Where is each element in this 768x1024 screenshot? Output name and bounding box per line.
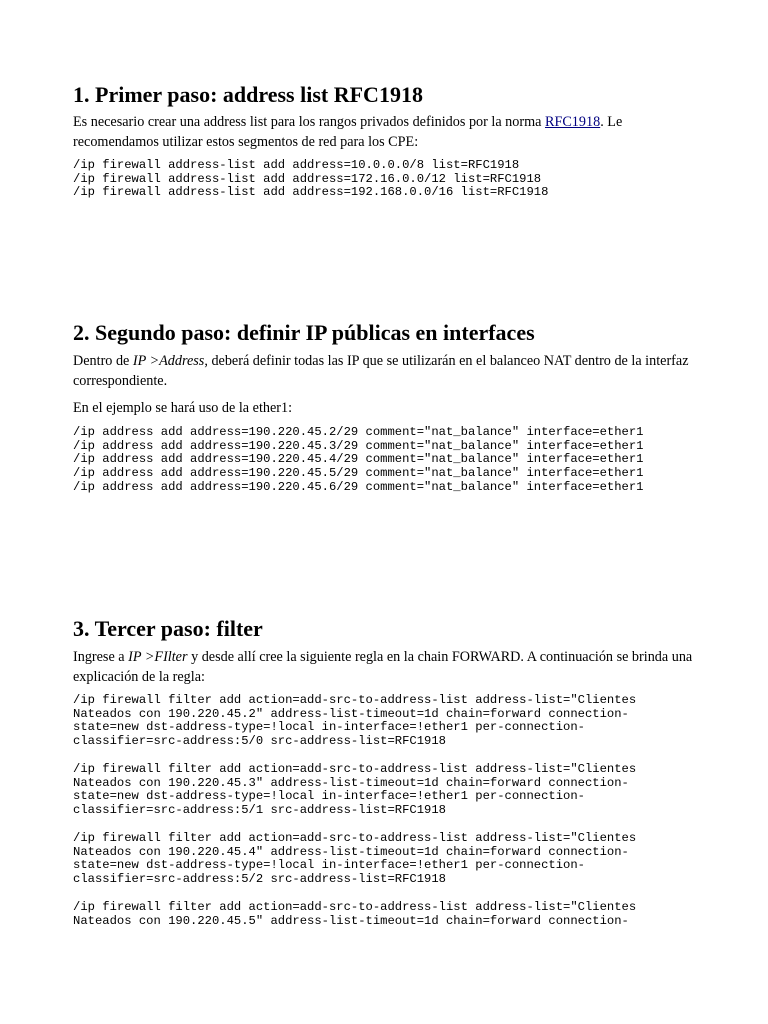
section-2-code — [73, 426, 643, 495]
code-line: /ip firewall address-list add address=172.16.0.0/12 list=RFC1918 — [73, 171, 542, 186]
section-2-intro-text: Dentro de — [73, 353, 133, 369]
code-line: /ip firewall address-list add address=10.0.0.0/8 list=RFC1918 — [73, 158, 520, 172]
section-2-menu-path: IP >Address — [132, 353, 205, 369]
section-3-intro — [73, 648, 703, 687]
code-line: /ip address add address=190.220.45.2/29 comment="nat_balance" interface=ether1 — [73, 425, 644, 439]
section-3-code-block: /ip firewall filter add action=add-src-to-address-list address-list="Clientes Nateados con 190.220.45.3" address-list-timeout=1d chain=forward connection- state=new dst-address-type=!local in-interface=!ether1 per-connection- classifier=src-address:5/1 src-address-list=RFC1918 — [73, 762, 637, 818]
code-line: /ip address add address=190.220.45.3/29 comment="nat_balance" interface=ether1 — [73, 438, 644, 453]
section-3-code-block: /ip firewall filter add action=add-src-to-address-list address-list="Clientes Nateados con 190.220.45.2" address-list-timeout=1d chain=forward connection- state=new dst-address-type=!local in-interface=!ether1 per-connection- classifier=src-address:5/0 src-address-list=RFC1918 — [73, 693, 637, 749]
code-line: /ip address add address=190.220.45.4/29 comment="nat_balance" interface=ether1 — [73, 452, 644, 467]
section-1-heading: 1. Primer paso: address list RFC1918 — [73, 82, 423, 107]
section-1-intro-text-end: . Le recomendamos utilizar estos segmentos de red para los CPE: — [73, 114, 623, 150]
section-2-note: En el ejemplo se hará uso de la ether1: — [73, 400, 293, 416]
section-1-intro-text: Es necesario crear una address list para los rangos privados definidos por la norma — [73, 114, 545, 130]
section-3-heading: 3. Tercer paso: filter — [73, 616, 263, 641]
section-1-code — [73, 159, 548, 200]
section-2-heading: 2. Segundo paso: definir IP públicas en interfaces — [73, 320, 535, 345]
code-line: /ip firewall address-list add address=192.168.0.0/16 list=RFC1918 — [73, 185, 549, 200]
section-3-menu-path: IP >FIlter — [128, 649, 188, 665]
section-3-code-block: /ip firewall filter add action=add-src-to-address-list address-list="Clientes Nateados con 190.220.45.5" address-list-timeout=1d chain=forward connection- — [73, 900, 637, 928]
section-2-intro-text-end: , deberá definir todas las IP que se utilizarán en el balanceo NAT dentro de la interfaz correspondiente. — [73, 353, 689, 389]
section-2-intro — [73, 352, 703, 391]
section-3-intro-text: Ingrese a — [73, 649, 129, 665]
code-line: /ip address add address=190.220.45.5/29 comment="nat_balance" interface=ether1 — [73, 466, 644, 481]
section-3-intro-text-end: y desde allí cree la siguiente regla en la chain FORWARD. A continuación se brinda una explicación de la regla: — [73, 649, 693, 685]
section-1-intro — [73, 113, 703, 152]
section-3-code-block: /ip firewall filter add action=add-src-to-address-list address-list="Clientes Nateados con 190.220.45.4" address-list-timeout=1d chain=forward connection- state=new dst-address-type=!local in-interface=!ether1 per-connection- classifier=src-address:5/2 src-address-list=RFC1918 — [73, 831, 637, 887]
rfc1918-link[interactable]: RFC1918 — [544, 114, 601, 130]
code-line: /ip address add address=190.220.45.6/29 comment="nat_balance" interface=ether1 — [73, 479, 644, 494]
